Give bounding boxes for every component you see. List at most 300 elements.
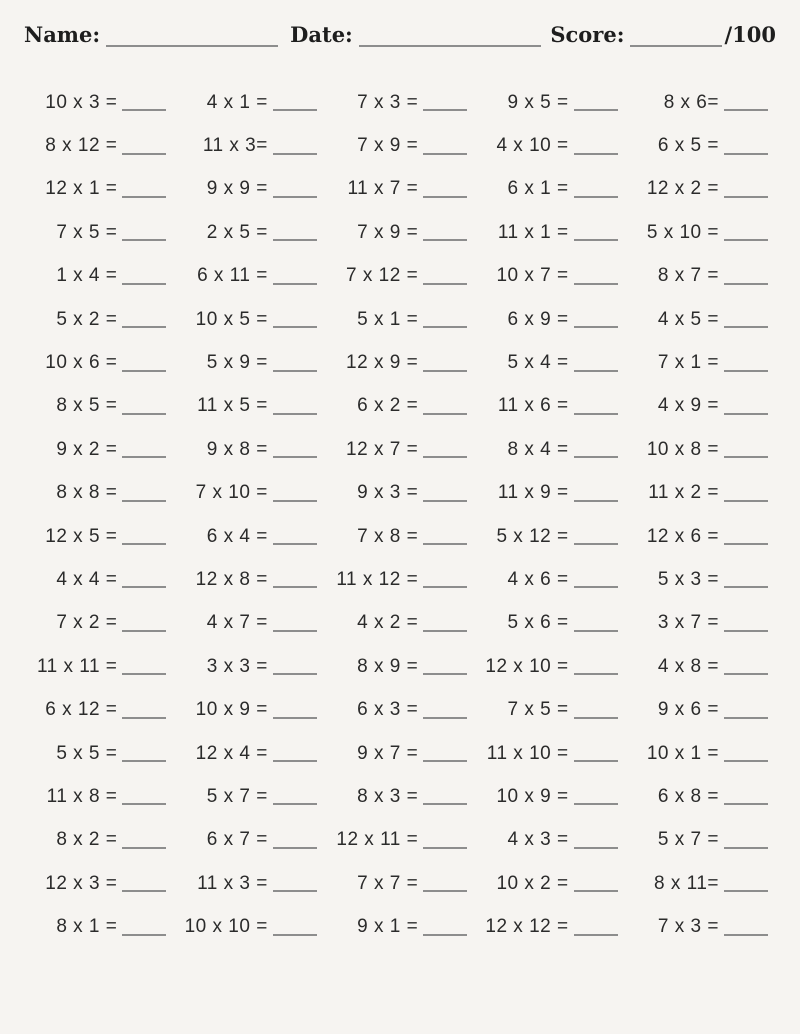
answer-blank (574, 398, 618, 415)
problem-text: 4 x 6 = (507, 568, 569, 590)
answer-blank (273, 138, 317, 155)
problem-text: 12 x 8 = (195, 568, 268, 590)
problem-text: 11 x 11 = (37, 655, 118, 677)
problem-cell (325, 124, 475, 167)
answer-blank (122, 788, 166, 805)
worksheet-header (24, 22, 776, 47)
problem-cell (24, 645, 174, 688)
answer-blank (122, 268, 166, 285)
problem-text: 11 x 3= (202, 135, 268, 157)
problem-cell (24, 688, 174, 731)
problem-cell (475, 211, 625, 254)
problem-cell (626, 905, 776, 948)
problem-cell (174, 81, 324, 124)
answer-blank (423, 441, 467, 458)
problem-cell (24, 558, 174, 601)
answer-blank (273, 658, 317, 675)
answer-blank (724, 94, 768, 111)
problem-cell (325, 905, 475, 948)
answer-blank (122, 832, 166, 849)
problem-text: 12 x 6 = (646, 525, 719, 547)
problem-cell (626, 775, 776, 818)
date-input-line (359, 27, 541, 47)
problem-text: 11 x 9 = (497, 482, 569, 504)
problem-cell (475, 255, 625, 298)
date-field (290, 22, 541, 47)
problem-text: 8 x 11= (654, 872, 719, 894)
problem-cell (174, 558, 324, 601)
problem-cell (24, 775, 174, 818)
answer-blank (724, 181, 768, 198)
problem-text: 7 x 3 = (657, 916, 719, 938)
answer-blank (724, 788, 768, 805)
problem-cell (626, 211, 776, 254)
problem-cell (174, 862, 324, 905)
problem-cell (475, 732, 625, 775)
answer-blank (273, 268, 317, 285)
answer-blank (423, 919, 467, 936)
problem-text: 1 x 4 = (56, 265, 118, 287)
problem-text: 4 x 5 = (657, 308, 719, 330)
answer-blank (122, 94, 166, 111)
answer-blank (122, 745, 166, 762)
problem-text: 4 x 10 = (496, 135, 569, 157)
answer-blank (724, 615, 768, 632)
problem-cell (325, 558, 475, 601)
problem-cell (475, 124, 625, 167)
problem-cell (475, 298, 625, 341)
problem-cell (174, 168, 324, 211)
problem-text: 11 x 6 = (497, 395, 569, 417)
name-input-line (106, 27, 278, 47)
problem-cell (626, 341, 776, 384)
problem-cell (174, 905, 324, 948)
answer-blank (122, 875, 166, 892)
problem-cell (626, 298, 776, 341)
problem-cell (24, 385, 174, 428)
score-label: Score: (550, 22, 625, 47)
problem-cell (475, 645, 625, 688)
problem-cell (325, 862, 475, 905)
problem-cell (475, 819, 625, 862)
problem-text: 6 x 4 = (206, 525, 268, 547)
problem-text: 9 x 8 = (206, 438, 268, 460)
problem-text: 3 x 7 = (657, 612, 719, 634)
answer-blank (273, 615, 317, 632)
answer-blank (724, 441, 768, 458)
problem-text: 8 x 4 = (507, 438, 569, 460)
problem-cell (325, 515, 475, 558)
answer-blank (423, 702, 467, 719)
problem-text: 11 x 7 = (347, 178, 419, 200)
problem-text: 6 x 7 = (206, 829, 268, 851)
answer-blank (122, 571, 166, 588)
problem-text: 8 x 12 = (45, 135, 118, 157)
problem-text: 12 x 7 = (346, 438, 419, 460)
problem-cell (24, 211, 174, 254)
problem-text: 7 x 12 = (346, 265, 419, 287)
answer-blank (574, 919, 618, 936)
problem-cell (24, 341, 174, 384)
problem-cell (24, 602, 174, 645)
problem-cell (174, 124, 324, 167)
problem-cell (626, 472, 776, 515)
answer-blank (273, 702, 317, 719)
problem-cell (325, 341, 475, 384)
problem-text: 9 x 5 = (507, 91, 569, 113)
problem-text: 7 x 8 = (357, 525, 419, 547)
problem-text: 12 x 1 = (45, 178, 118, 200)
problem-text: 10 x 10 = (184, 916, 268, 938)
answer-blank (273, 441, 317, 458)
answer-blank (122, 485, 166, 502)
problem-text: 6 x 3 = (357, 699, 419, 721)
answer-blank (423, 485, 467, 502)
answer-blank (273, 919, 317, 936)
problem-cell (174, 341, 324, 384)
problem-text: 7 x 7 = (357, 872, 419, 894)
date-label: Date: (290, 22, 353, 47)
answer-blank (122, 138, 166, 155)
problem-text: 10 x 9 = (496, 785, 569, 807)
problem-text: 10 x 3 = (45, 91, 118, 113)
name-label: Name: (24, 22, 101, 47)
problem-cell (626, 255, 776, 298)
answer-blank (574, 528, 618, 545)
problem-text: 10 x 7 = (496, 265, 569, 287)
problem-text: 5 x 9 = (206, 352, 268, 374)
problem-text: 12 x 10 = (485, 655, 569, 677)
answer-blank (423, 94, 467, 111)
answer-blank (423, 268, 467, 285)
problem-text: 4 x 9 = (657, 395, 719, 417)
problem-cell (174, 428, 324, 471)
problem-text: 5 x 2 = (56, 308, 118, 330)
problem-cell (174, 211, 324, 254)
problem-cell (325, 211, 475, 254)
problem-cell (24, 124, 174, 167)
problem-cell (626, 732, 776, 775)
problem-cell (174, 602, 324, 645)
problem-cell (626, 862, 776, 905)
problem-text: 7 x 3 = (357, 91, 419, 113)
answer-blank (423, 181, 467, 198)
problem-text: 12 x 2 = (646, 178, 719, 200)
problem-cell (475, 168, 625, 211)
answer-blank (122, 528, 166, 545)
answer-blank (423, 745, 467, 762)
problem-cell (626, 168, 776, 211)
problem-cell (24, 905, 174, 948)
answer-blank (423, 571, 467, 588)
problem-text: 4 x 8 = (657, 655, 719, 677)
problem-cell (626, 558, 776, 601)
problem-cell (475, 602, 625, 645)
problem-text: 5 x 10 = (646, 221, 719, 243)
answer-blank (423, 311, 467, 328)
problem-text: 9 x 2 = (56, 438, 118, 460)
problem-text: 4 x 1 = (206, 91, 268, 113)
answer-blank (273, 745, 317, 762)
answer-blank (724, 528, 768, 545)
problem-text: 6 x 12 = (45, 699, 118, 721)
problem-cell (626, 81, 776, 124)
answer-blank (122, 398, 166, 415)
answer-blank (574, 311, 618, 328)
answer-blank (122, 311, 166, 328)
answer-blank (724, 398, 768, 415)
problem-cell (24, 255, 174, 298)
answer-blank (574, 441, 618, 458)
problem-text: 11 x 8 = (46, 785, 118, 807)
problem-cell (626, 428, 776, 471)
answer-blank (423, 615, 467, 632)
answer-blank (574, 875, 618, 892)
answer-blank (724, 745, 768, 762)
problem-text: 10 x 2 = (496, 872, 569, 894)
problem-cell (475, 81, 625, 124)
problem-text: 5 x 3 = (657, 568, 719, 590)
answer-blank (423, 355, 467, 372)
problem-text: 12 x 9 = (346, 352, 419, 374)
problem-text: 7 x 2 = (56, 612, 118, 634)
problem-cell (325, 645, 475, 688)
answer-blank (724, 268, 768, 285)
problem-cell (325, 775, 475, 818)
problem-text: 6 x 9 = (507, 308, 569, 330)
problem-text: 3 x 3 = (206, 655, 268, 677)
answer-blank (724, 832, 768, 849)
answer-blank (122, 181, 166, 198)
problem-text: 6 x 2 = (357, 395, 419, 417)
problem-cell (325, 428, 475, 471)
problem-text: 11 x 2 = (648, 482, 719, 504)
problem-text: 5 x 4 = (507, 352, 569, 374)
problem-text: 9 x 7 = (357, 742, 419, 764)
problem-text: 6 x 5 = (657, 135, 719, 157)
answer-blank (724, 355, 768, 372)
name-field (24, 22, 278, 47)
answer-blank (273, 94, 317, 111)
answer-blank (574, 268, 618, 285)
answer-blank (574, 571, 618, 588)
problem-cell (475, 558, 625, 601)
answer-blank (423, 788, 467, 805)
problem-cell (626, 645, 776, 688)
answer-blank (574, 224, 618, 241)
problem-text: 7 x 5 = (507, 699, 569, 721)
problems-grid (24, 81, 776, 949)
problem-cell (475, 862, 625, 905)
answer-blank (273, 788, 317, 805)
problem-text: 12 x 12 = (485, 916, 569, 938)
answer-blank (574, 745, 618, 762)
problem-cell (24, 428, 174, 471)
problem-cell (475, 428, 625, 471)
problem-cell (626, 819, 776, 862)
problem-text: 7 x 5 = (56, 221, 118, 243)
problem-cell (174, 255, 324, 298)
problem-text: 6 x 11 = (197, 265, 268, 287)
score-field (550, 22, 776, 47)
problem-text: 5 x 6 = (507, 612, 569, 634)
score-input-line (630, 27, 722, 47)
answer-blank (724, 311, 768, 328)
answer-blank (724, 224, 768, 241)
problem-text: 12 x 3 = (45, 872, 118, 894)
problem-text: 6 x 8 = (657, 785, 719, 807)
problem-text: 9 x 9 = (206, 178, 268, 200)
answer-blank (122, 441, 166, 458)
answer-blank (574, 658, 618, 675)
problem-text: 5 x 1 = (357, 308, 419, 330)
problem-text: 11 x 3 = (197, 872, 268, 894)
problem-text: 11 x 1 = (497, 221, 569, 243)
answer-blank (273, 832, 317, 849)
problem-text: 8 x 7 = (657, 265, 719, 287)
answer-blank (423, 224, 467, 241)
answer-blank (574, 485, 618, 502)
answer-blank (724, 571, 768, 588)
problem-text: 10 x 5 = (195, 308, 268, 330)
answer-blank (574, 788, 618, 805)
answer-blank (574, 355, 618, 372)
problem-cell (174, 298, 324, 341)
problem-cell (475, 472, 625, 515)
answer-blank (724, 919, 768, 936)
problem-cell (174, 819, 324, 862)
problem-text: 11 x 5 = (197, 395, 268, 417)
problem-cell (475, 905, 625, 948)
answer-blank (724, 658, 768, 675)
problem-text: 10 x 1 = (646, 742, 719, 764)
problem-cell (24, 472, 174, 515)
problem-cell (325, 385, 475, 428)
problem-text: 8 x 2 = (56, 829, 118, 851)
problem-text: 6 x 1 = (507, 178, 569, 200)
problem-text: 5 x 7 = (657, 829, 719, 851)
problem-cell (24, 81, 174, 124)
answer-blank (724, 875, 768, 892)
problem-text: 12 x 4 = (195, 742, 268, 764)
problem-cell (174, 732, 324, 775)
problem-text: 11 x 12 = (336, 568, 419, 590)
problem-text: 8 x 8 = (56, 482, 118, 504)
problem-text: 8 x 9 = (357, 655, 419, 677)
answer-blank (423, 658, 467, 675)
problem-cell (626, 124, 776, 167)
problem-text: 8 x 6= (663, 91, 719, 113)
problem-cell (174, 515, 324, 558)
answer-blank (273, 224, 317, 241)
problem-text: 7 x 1 = (657, 352, 719, 374)
problem-cell (174, 688, 324, 731)
problem-cell (325, 819, 475, 862)
problem-text: 4 x 3 = (507, 829, 569, 851)
problem-cell (24, 732, 174, 775)
problem-cell (626, 602, 776, 645)
problem-cell (325, 81, 475, 124)
problem-cell (475, 385, 625, 428)
problem-cell (475, 341, 625, 384)
problem-cell (475, 775, 625, 818)
problem-cell (325, 298, 475, 341)
problem-text: 7 x 9 = (357, 221, 419, 243)
answer-blank (122, 919, 166, 936)
answer-blank (423, 832, 467, 849)
problem-text: 7 x 10 = (195, 482, 268, 504)
answer-blank (423, 398, 467, 415)
problem-text: 5 x 5 = (56, 742, 118, 764)
answer-blank (724, 485, 768, 502)
answer-blank (273, 181, 317, 198)
answer-blank (423, 138, 467, 155)
problem-cell (475, 688, 625, 731)
problem-text: 10 x 8 = (646, 438, 719, 460)
problem-cell (24, 819, 174, 862)
problem-cell (325, 732, 475, 775)
answer-blank (423, 875, 467, 892)
problem-cell (325, 472, 475, 515)
problem-cell (174, 775, 324, 818)
problem-text: 4 x 4 = (56, 568, 118, 590)
problem-cell (174, 385, 324, 428)
problem-cell (325, 255, 475, 298)
answer-blank (122, 224, 166, 241)
problem-text: 4 x 7 = (206, 612, 268, 634)
problem-cell (174, 645, 324, 688)
answer-blank (122, 355, 166, 372)
problem-cell (325, 602, 475, 645)
problem-text: 11 x 10 = (486, 742, 569, 764)
answer-blank (273, 528, 317, 545)
answer-blank (423, 528, 467, 545)
problem-text: 12 x 11 = (336, 829, 419, 851)
answer-blank (273, 485, 317, 502)
answer-blank (724, 702, 768, 719)
problem-text: 10 x 6 = (45, 352, 118, 374)
answer-blank (574, 702, 618, 719)
answer-blank (122, 702, 166, 719)
answer-blank (273, 571, 317, 588)
problem-cell (626, 515, 776, 558)
problem-text: 8 x 5 = (56, 395, 118, 417)
problem-cell (24, 862, 174, 905)
problem-cell (325, 688, 475, 731)
answer-blank (574, 832, 618, 849)
problem-text: 4 x 2 = (357, 612, 419, 634)
score-total: /100 (724, 22, 776, 47)
problem-cell (475, 515, 625, 558)
answer-blank (724, 138, 768, 155)
answer-blank (273, 875, 317, 892)
problem-text: 8 x 3 = (357, 785, 419, 807)
answer-blank (122, 615, 166, 632)
answer-blank (273, 311, 317, 328)
problem-cell (325, 168, 475, 211)
problem-cell (24, 168, 174, 211)
problem-cell (626, 385, 776, 428)
problem-text: 7 x 9 = (357, 135, 419, 157)
problem-text: 5 x 12 = (496, 525, 569, 547)
problem-cell (24, 515, 174, 558)
problem-text: 12 x 5 = (45, 525, 118, 547)
problem-text: 5 x 7 = (206, 785, 268, 807)
answer-blank (574, 615, 618, 632)
problem-cell (174, 472, 324, 515)
problem-text: 10 x 9 = (195, 699, 268, 721)
answer-blank (273, 398, 317, 415)
